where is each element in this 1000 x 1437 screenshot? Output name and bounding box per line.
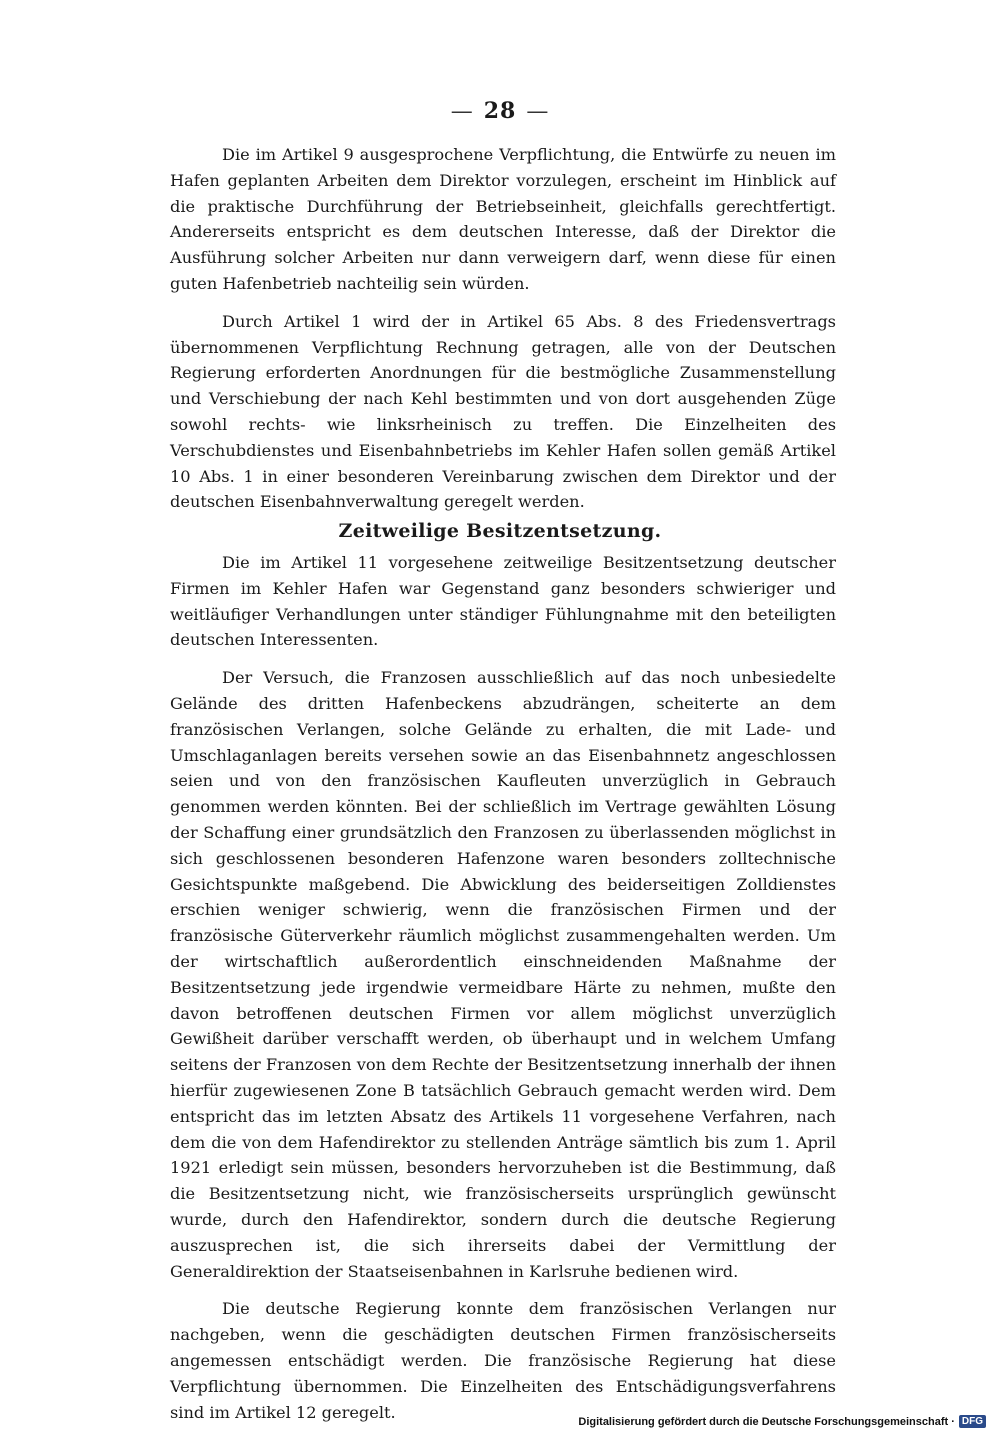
footer-text: Digitalisierung gefördert durch die Deutsche Forschungsgemeinschaft · [578,1415,955,1428]
text-block-top [170,142,836,527]
page-number-dash-right: — [526,99,550,124]
page-number-value: 28 [483,98,517,124]
paragraph: Der Versuch, die Franzosen ausschließlich auf das noch unbesiedelte Gelände des dritten Hafenbeckens abzudrängen, scheiterte an dem französischen Verlangen, solche Gelände zu erhalten, die mit Lade- und Umschlaganlagen bereits versehen sowie an das Eisenbahnnetz angeschlossen seien und von den französischen Kaufleuten unverzüglich in Gebrauch genommen werden könnten. Bei der schließlich im Vertrage gewählten Lösung der Schaffung einer grundsätzlich den Franzosen zu überlassenden möglichst in sich geschlossenen besonderen Hafenzone waren besonders zolltechnische Gesichtspunkte maßgebend. Die Abwicklung des beiderseitigen Zolldienstes erschien weniger schwierig, wenn die französischen Firmen und der französische Güterverkehr räumlich möglichst zusammengehalten werden. Um der wirtschaftlich außerordentlich einschneidenden Maßnahme der Besitzentsetzung jede irgendwie vermeidbare Härte zu nehmen, mußte den davon betroffenen deutschen Firmen vor allem möglichst unverzüglich Gewißheit darüber verschafft werden, ob überhaupt und in welchem Umfang seitens der Franzosen von dem Rechte der Besitzentsetzung innerhalb der ihnen hierfür zugewiesenen Zone B tatsächlich Gebrauch gemacht werden wird. Dem entspricht das im letzten Absatz des Artikels 11 vorgesehene Verfahren, nach dem die von dem Hafendirektor zu stellenden Anträge sämtlich bis zum 1. April 1921 erledigt sein müssen, besonders hervorzuheben ist die Bestimmung, daß die Besitzentsetzung nicht, wie französischerseits ursprünglich gewünscht wurde, durch den Hafendirektor, sondern durch die deutsche Regierung auszusprechen ist, die sich ihrerseits dabei der Vermittlung der Generaldirektion der Staatseisenbahnen in Karlsruhe bedienen wird. [170,668,836,1281]
paragraph: Die im Artikel 11 vorgesehene zeitweilige Besitzentsetzung deutscher Firmen im Kehler Hafen war Gegenstand ganz besonders schwieriger und weitläufiger Verhandlungen unter ständiger Fühlungnahme mit den beteiligten deutschen Interessenten. [170,553,836,650]
page-number-dash-left: — [450,99,474,124]
digitization-footer [578,1415,986,1428]
text-block-section [170,550,836,1437]
paragraph: Durch Artikel 1 wird der in Artikel 65 Abs. 8 des Friedensvertrags übernommenen Verpflichtung Rechnung getragen, alle von der Deutschen Regierung erforderten Anordnungen für die bestmögliche Zusammenstellung und Verschiebung der nach Kehl bestimmten und von dort ausgehenden Züge sowohl rechts- wie linksrheinisch zu treffen. Die Einzelheiten des Verschubdienstes und Eisenbahnbetriebs im Kehler Hafen sollen gemäß Artikel 10 Abs. 1 in einer besonderen Vereinbarung zwischen dem Direktor und der deutschen Eisenbahnverwaltung geregelt werden. [170,311,836,512]
section-heading: Zeitweilige Besitzentsetzung. [338,520,662,542]
dfg-logo-icon: DFG [959,1415,986,1428]
paragraph: Die deutsche Regierung konnte dem französischen Verlangen nur nachgeben, wenn die geschädigten deutschen Firmen französischerseits angemessen entschädigt werden. Die französische Regierung hat diese Verpflichtung übernommen. Die Einzelheiten des Entschädigungsverfahrens sind im Artikel 12 geregelt. [170,1299,836,1422]
paragraph: Die im Artikel 9 ausgesprochene Verpflichtung, die Entwürfe zu neuen im Hafen geplanten Arbeiten dem Direktor vorzulegen, erscheint im Hinblick auf die praktische Durchführung der Betriebseinheit, gleichfalls gerechtfertigt. Andererseits entspricht es dem deutschen Interesse, daß der Direktor die Ausführung solcher Arbeiten nur dann verweigern darf, wenn diese für einen guten Hafenbetrieb nachteilig sein würden. [170,145,836,293]
page-number [0,98,1000,124]
